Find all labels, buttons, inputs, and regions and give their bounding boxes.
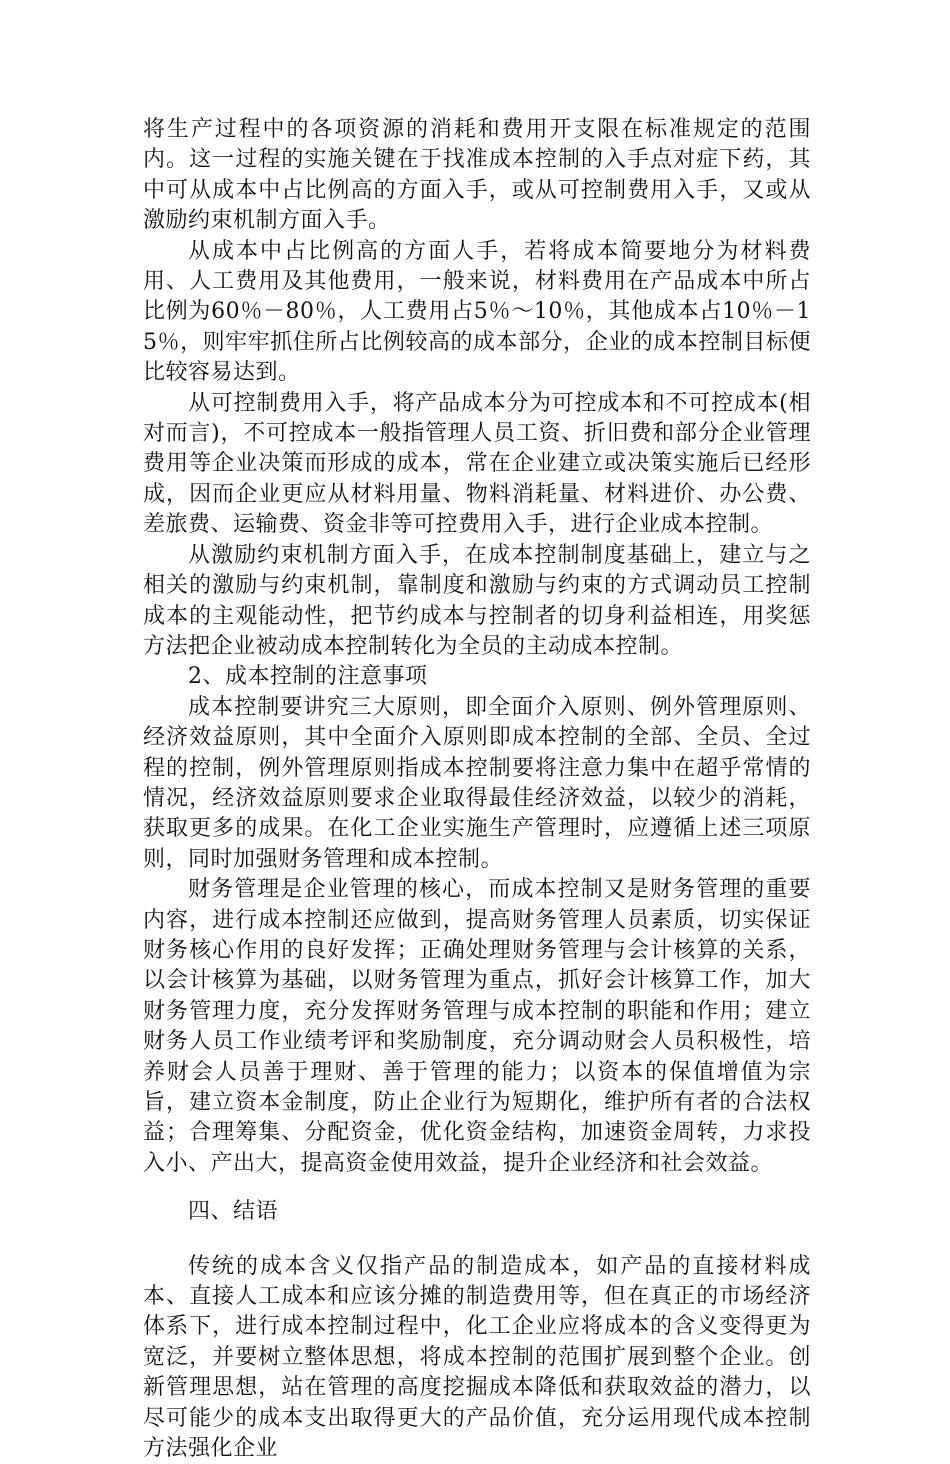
- paragraph-cost-proportion: 从成本中占比例高的方面人手，若将成本简要地分为材料费用、人工费用及其他费用，一般来说，材料费用在产品成本中所占比例为60％－80％，人工费用占5％～10％，其他成本占10％－15％，则牢牢抓住所占比例较高的成本部分，企业的成本控制目标便比较容易达到。: [143, 238, 811, 386]
- subheading-precautions: 2、成本控制的注意事项: [188, 664, 428, 690]
- section-title-conclusion: 四、结语: [188, 1199, 279, 1225]
- paragraph-three-principles: 成本控制要讲究三大原则，即全面介入原则、例外管理原则、经济效益原则，其中全面介入原则即成本控制的全部、全员、全过程的控制，例外管理原则指成本控制要将注意力集中在超乎常情的情况，经济效益原则要求企业取得最佳经济效益，以较少的消耗，获取更多的成果。在化工企业实施生产管理时，应遵循上述三项原则，同时加强财务管理和成本控制。: [143, 694, 811, 872]
- paragraph-continuation: 将生产过程中的各项资源的消耗和费用开支限在标准规定的范围内。这一过程的实施关键在于找准成本控制的入手点对症下药，其中可从成本中占比例高的方面入手，或从可控制费用入手，又或从激励约束机制方面入手。: [143, 117, 811, 234]
- paragraph-incentive-mechanism: 从激励约束机制方面入手，在成本控制制度基础上，建立与之相关的激励与约束机制，靠制度和激励与约束的方式调动员工控制成本的主观能动性，把节约成本与控制者的切身利益相连，用奖惩方法把企业被动成本控制转化为全员的主动成本控制。: [143, 542, 811, 659]
- paragraph-controllable-cost: 从可控制费用入手，将产品成本分为可控成本和不可控成本(相对而言)，不可控成本一般指管理人员工资、折旧费和部分企业管理费用等企业决策而形成的成本，常在企业建立或决策实施后已经形成，因而企业更应从材料用量、物料消耗量、材料进价、办公费、差旅费、运输费、资金非等可控费用入手，进行企业成本控制。: [143, 390, 811, 538]
- document-page: [143, 115, 811, 1464]
- paragraph-conclusion: 传统的成本含义仅指产品的制造成本，如产品的直接材料成本、直接人工成本和应该分摊的制造费用等，但在真正的市场经济体系下，进行成本控制过程中，化工企业应将成本的含义变得更为宽泛，并要树立整体思想，将成本控制的范围扩展到整个企业。创新管理思想，站在管理的高度挖掘成本降低和获取效益的潜力，以尽可能少的成本支出取得更大的产品价值，充分运用现代成本控制方法强化企业: [143, 1253, 811, 1462]
- paragraph-financial-management: 财务管理是企业管理的核心，而成本控制又是财务管理的重要内容，进行成本控制还应做到，提高财务管理人员素质，切实保证财务核心作用的良好发挥；正确处理财务管理与会计核算的关系，以会计核算为基础，以财务管理为重点，抓好会计核算工作，加大财务管理力度，充分发挥财务管理与成本控制的职能和作用；建立财务人员工作业绩考评和奖励制度，充分调动财会人员积极性，培养财会人员善于理财、善于管理的能力；以资本的保值增值为宗旨，建立资本金制度，防止企业行为短期化，维护所有者的合法权益；合理筹集、分配资金，优化资金结构，加速资金周转，力求投入小、产出大，提高资金使用效益，提升企业经济和社会效益。: [143, 877, 811, 1176]
